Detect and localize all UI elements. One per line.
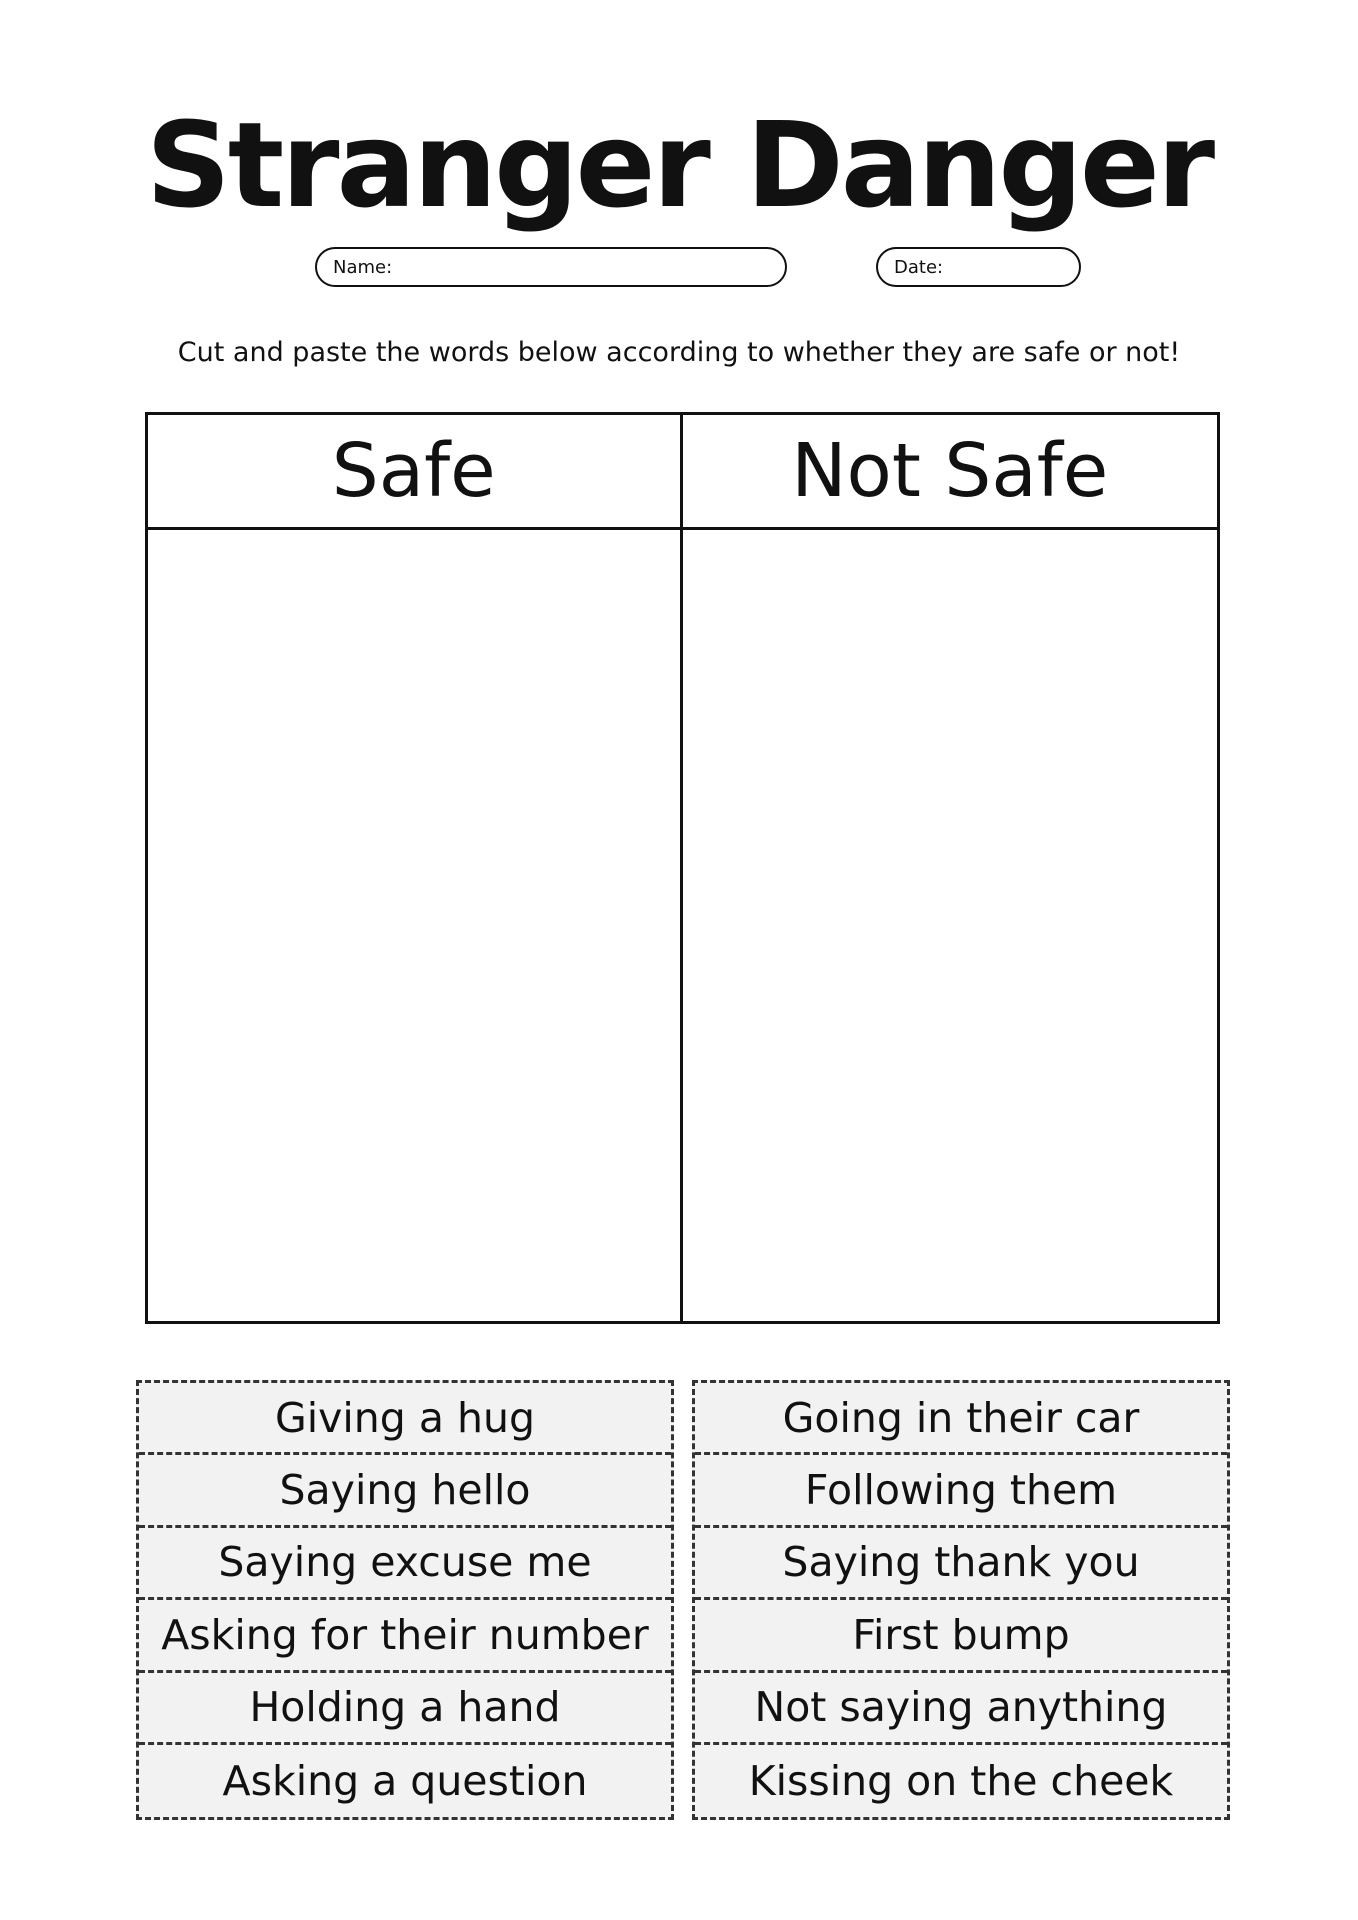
date-field[interactable] <box>876 247 1081 287</box>
cut-out-cards <box>136 1380 1230 1820</box>
card-not-saying-anything[interactable]: Not saying anything <box>695 1673 1227 1745</box>
card-asking-for-their-number[interactable]: Asking for their number <box>139 1600 671 1672</box>
card-going-in-their-car[interactable]: Going in their car <box>695 1383 1227 1455</box>
name-field[interactable] <box>315 247 787 287</box>
card-saying-thank-you[interactable]: Saying thank you <box>695 1528 1227 1600</box>
not-safe-column-header: Not Safe <box>683 415 1218 530</box>
card-giving-a-hug[interactable]: Giving a hug <box>139 1383 671 1455</box>
card-first-bump[interactable]: First bump <box>695 1600 1227 1672</box>
card-column-right <box>692 1380 1230 1820</box>
card-saying-hello[interactable]: Saying hello <box>139 1455 671 1527</box>
card-kissing-on-the-cheek[interactable]: Kissing on the cheek <box>748 1757 1174 1806</box>
safe-column-header: Safe <box>148 415 683 530</box>
safe-drop-area[interactable] <box>148 530 683 1321</box>
instructions: Cut and paste the words below according to whether they are safe or not! <box>177 337 1181 368</box>
card-following-them[interactable]: Following them <box>695 1455 1227 1527</box>
date-label: Date: <box>894 256 944 278</box>
sorting-table <box>145 412 1220 1324</box>
card-asking-a-question[interactable]: Asking a question <box>222 1757 588 1806</box>
not-safe-drop-area[interactable] <box>683 530 1218 1321</box>
name-label: Name: <box>333 256 393 278</box>
card-saying-excuse-me[interactable]: Saying excuse me <box>139 1528 671 1600</box>
card-holding-a-hand[interactable]: Holding a hand <box>139 1673 671 1745</box>
page-title: Stranger Danger <box>145 96 1213 234</box>
card-column-left <box>136 1380 674 1820</box>
